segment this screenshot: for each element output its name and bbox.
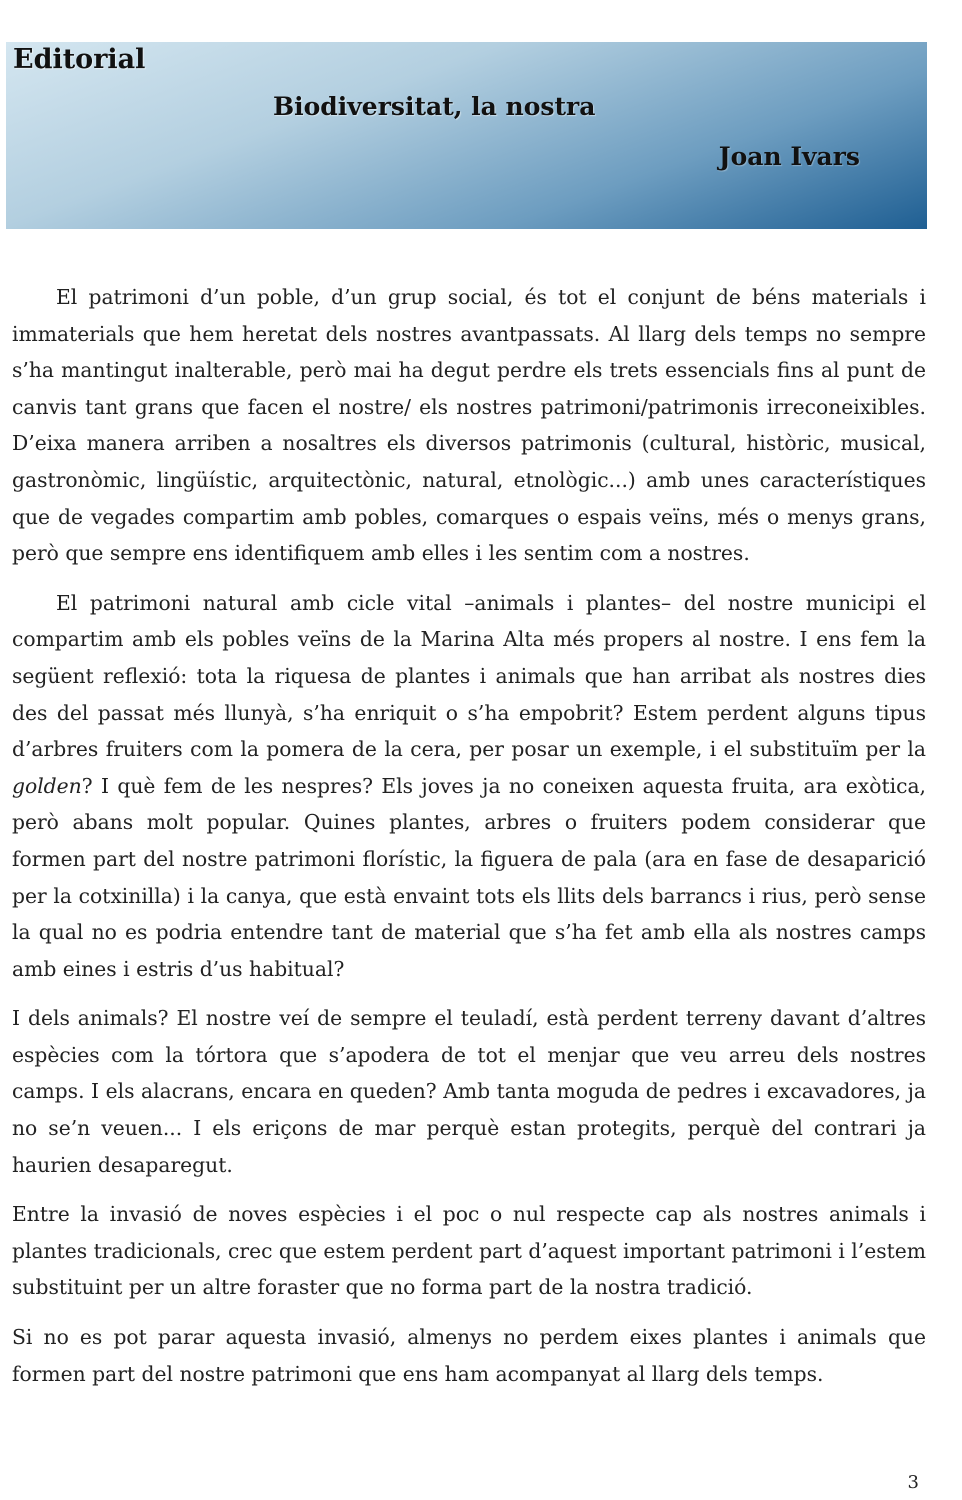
article-title: Biodiversitat, la nostra: [273, 92, 596, 121]
paragraph-text: Entre la invasió de noves espècies i el poc o nul respecte cap als nostres animals i plantes tradicionals, crec que estem perdent part d’aquest important patrimoni i l’estem substituint per un altre foraster que no forma part de la nostra tradició.: [12, 1202, 926, 1300]
paragraph-text: I dels animals? El nostre veí de sempre el teuladí, està perdent terreny davant d’altres espècies com la tórtora que s’apodera de tot el menjar que veu arreu dels nostres camps. I els alacrans, encara en queden? Amb tanta moguda de pedres i excavadores, ja no se’n veuen... I els eriçons de mar perquè estan protegits, perquè del contrari ja haurien desaparegut.: [12, 1006, 926, 1177]
editorial-header: [6, 42, 927, 229]
body-paragraph: [12, 1319, 926, 1392]
paragraph-text: ? I què fem de les nespres? Els joves ja no coneixen aquesta fruita, ara exòtica, però abans molt popular. Quines plantes, arbres o fruiters podem considerar que formen part del nostre patrimoni florístic, la figuera de pala (ara en fase de desaparició per la cotxinilla) i la canya, que està envaint tots els llits dels barrancs i rius, però sense la qual no es podria entendre tant de material que s’ha fet amb ella als nostres camps amb eines i estris d’us habitual?: [12, 773, 926, 981]
paragraph-text: Si no es pot parar aquesta invasió, almenys no perdem eixes plantes i animals que formen part del nostre patrimoni que ens ham acompanyat al llarg dels temps.: [12, 1325, 926, 1386]
body-paragraph: [12, 1196, 926, 1306]
body-paragraph: [12, 279, 926, 572]
paragraph-text: El patrimoni d’un poble, d’un grup social, és tot el conjunt de béns materials i immaterials que hem heretat dels nostres avantpassats. Al llarg dels temps no sempre s’ha mantingut inalterable, però mai ha degut perdre els trets essencials fins al punt de canvis tant grans que facen el nostre/ els nostres patrimoni/patrimonis irreconeixibles. D’eixa manera arriben a nosaltres els diversos patrimonis (cultural, històric, musical, gastronòmic, lingüístic, arquitectònic, natural, etnològic...) amb unes característiques que de vegades compartim amb pobles, comarques o espais veïns, més o menys grans, però que sempre ens identifiquem amb elles i les sentim com a nostres.: [12, 285, 926, 566]
body-paragraph: [12, 1000, 926, 1183]
page-number: 3: [907, 1472, 919, 1493]
article-body: [12, 279, 926, 1405]
body-paragraph: [12, 585, 926, 988]
paragraph-text: El patrimoni natural amb cicle vital –animals i plantes– del nostre municipi el compartim amb els pobles veïns de la Marina Alta més propers al nostre. I ens fem la següent reflexió: tota la riquesa de plantes i animals que han arribat als nostres dies des del passat més llunyà, s’ha enriquit o s’ha empobrit? Estem perdent alguns tipus d’arbres fruiters com la pomera de la cera, per posar un exemple, i el substituïm per la: [12, 590, 926, 762]
article-author: Joan Ivars: [718, 142, 860, 171]
italic-text: golden: [12, 773, 82, 798]
section-label: Editorial: [13, 44, 146, 75]
